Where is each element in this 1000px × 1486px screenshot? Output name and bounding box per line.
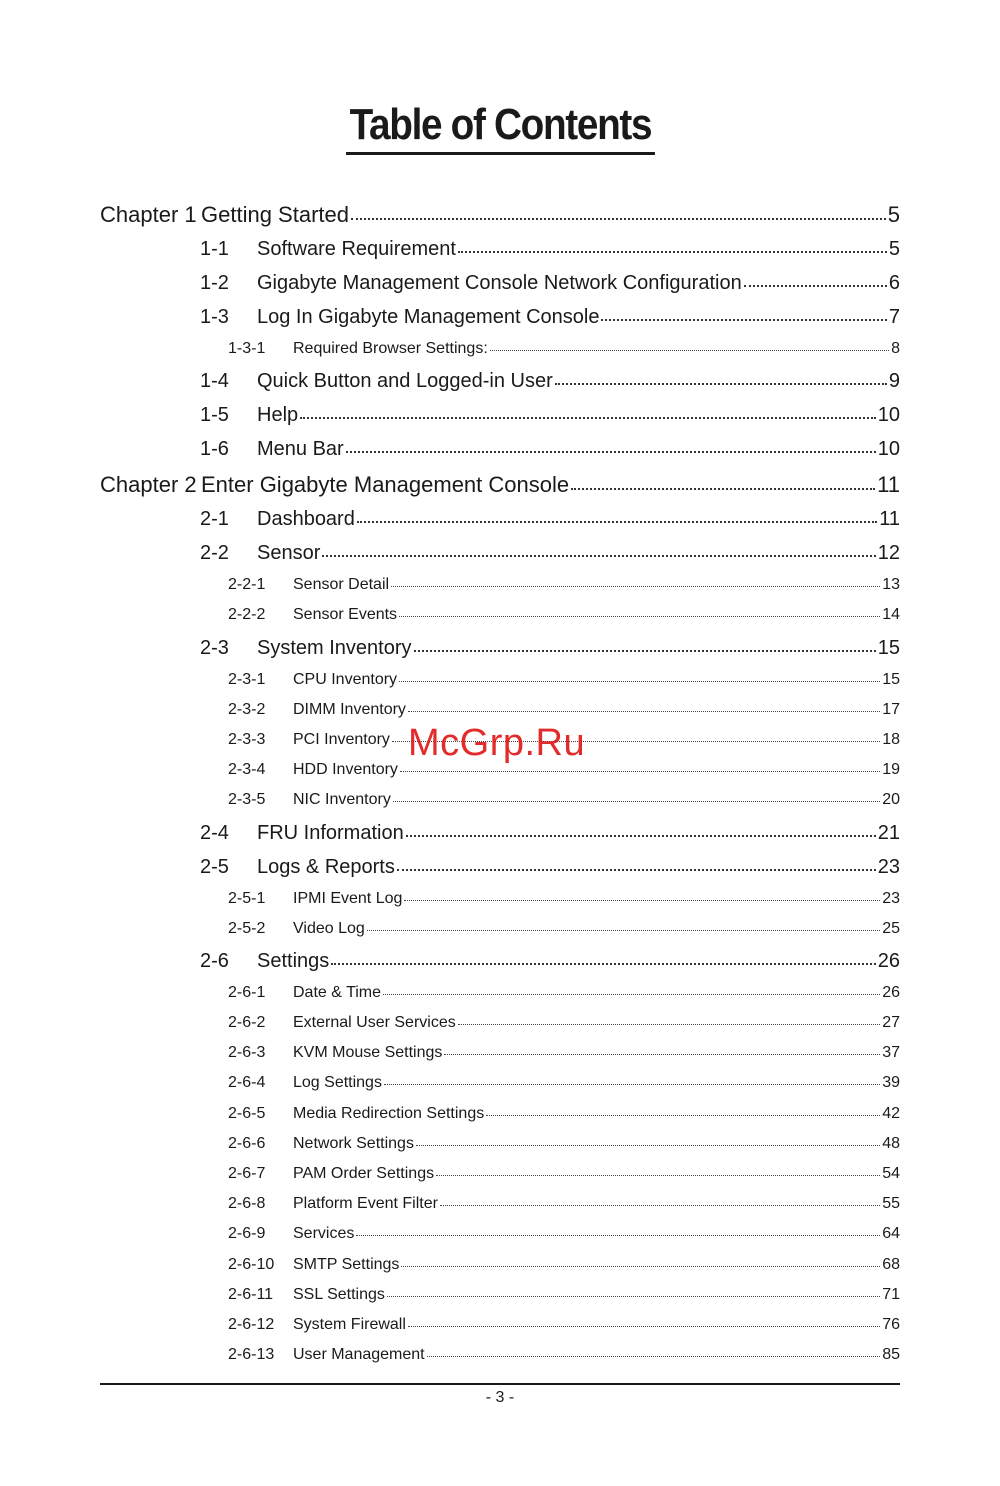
toc-entry-label: Help (257, 404, 299, 427)
toc-subsection-entry[interactable] (100, 606, 900, 636)
toc-entry-page: 15 (882, 670, 900, 688)
toc-section-entry[interactable] (100, 950, 900, 984)
toc-section-entry[interactable] (100, 508, 900, 542)
toc-leader-dots (331, 963, 875, 965)
toc-leader-dots (397, 869, 876, 871)
toc-section-entry[interactable] (100, 370, 900, 404)
toc-entry-label: Quick Button and Logged-in User (257, 370, 553, 393)
toc-entry-page: 42 (882, 1104, 900, 1122)
toc-leader-dots (384, 1084, 880, 1085)
toc-leader-dots (486, 1115, 880, 1116)
toc-entry-label: External User Services (293, 1014, 456, 1032)
toc-leader-dots (393, 801, 880, 802)
toc-entry-number: 2-3 (200, 636, 229, 659)
toc-entry-number: 2-6-1 (228, 983, 266, 1001)
toc-leader-dots (408, 1326, 880, 1327)
toc-entry-number: 2-6-4 (228, 1074, 266, 1092)
toc-subsection-entry[interactable] (100, 1105, 900, 1135)
toc-entry-label: Sensor Detail (293, 576, 390, 594)
toc-entry-label: FRU Information (257, 821, 404, 844)
toc-subsection-entry[interactable] (100, 1165, 900, 1195)
toc-entry-page: 6 (888, 272, 900, 294)
toc-entry-page: 17 (882, 700, 900, 718)
toc-leader-dots (555, 383, 887, 385)
toc-leader-dots (406, 835, 876, 837)
toc-entry-number: Chapter 1 (100, 202, 197, 227)
toc-entry-number: 2-4 (200, 821, 229, 844)
toc-entry-number: 2-3-1 (228, 670, 266, 688)
toc-entry-label: DIMM Inventory (293, 700, 406, 718)
toc-entry-page: 85 (882, 1346, 900, 1364)
toc-section-entry[interactable] (100, 856, 900, 890)
toc-entry-number: 1-5 (200, 404, 229, 427)
footer-rule (100, 1383, 900, 1385)
page-title (0, 100, 1000, 155)
toc-subsection-entry[interactable] (100, 1256, 900, 1286)
toc-section-entry[interactable] (100, 822, 900, 856)
toc-subsection-entry[interactable] (100, 890, 900, 920)
toc-entry-number: 1-3 (200, 306, 229, 328)
toc-entry-page: 15 (877, 636, 900, 659)
toc-entry-page: 37 (882, 1044, 900, 1062)
toc-leader-dots (571, 488, 875, 490)
toc-entry-number: 1-2 (200, 272, 229, 294)
toc-entry-number: 2-5 (200, 855, 229, 878)
toc-entry-number: 2-6-13 (228, 1346, 275, 1364)
toc-entry-page: 18 (882, 730, 900, 748)
toc-entry-page: 14 (882, 606, 900, 624)
toc-entry-page: 48 (882, 1134, 900, 1152)
toc-entry-number: 1-1 (200, 238, 229, 260)
toc-entry-page: 55 (882, 1195, 900, 1213)
toc-entry-page: 10 (877, 438, 900, 461)
toc-leader-dots (601, 319, 886, 321)
toc-entry-number: 2-6 (200, 949, 229, 972)
toc-leader-dots (427, 1356, 881, 1357)
toc-section-entry[interactable] (100, 238, 900, 272)
toc-leader-dots (744, 285, 887, 287)
toc-entry-label: Date & Time (293, 983, 382, 1001)
toc-entry-label: CPU Inventory (293, 670, 398, 688)
page-title-text: Table of Contents (346, 100, 655, 155)
toc-entry-number: 2-6-6 (228, 1134, 266, 1152)
toc-leader-dots (367, 930, 880, 931)
toc-entry-label: Video Log (293, 919, 365, 937)
toc-subsection-entry[interactable] (100, 1195, 900, 1225)
table-of-contents (100, 202, 900, 1376)
toc-leader-dots (404, 900, 880, 901)
toc-entry-number: 2-5-1 (228, 889, 266, 907)
toc-leader-dots (458, 251, 887, 253)
toc-entry-label: Gigabyte Management Console Network Configuration (257, 272, 742, 294)
toc-entry-number: 2-3-3 (228, 730, 266, 748)
toc-section-entry[interactable] (100, 637, 900, 671)
toc-entry-label: Log Settings (293, 1074, 382, 1092)
toc-section-entry[interactable] (100, 272, 900, 306)
toc-entry-number: 2-2-2 (228, 606, 266, 624)
toc-entry-label: Platform Event Filter (293, 1195, 438, 1213)
toc-leader-dots (400, 771, 880, 772)
toc-section-entry[interactable] (100, 542, 900, 576)
toc-entry-page: 8 (891, 340, 900, 357)
toc-entry-label: Software Requirement (257, 238, 456, 260)
toc-entry-number: 1-4 (200, 370, 229, 393)
toc-entry-page: 12 (877, 542, 900, 565)
toc-entry-number: 2-2 (200, 542, 229, 565)
toc-entry-label: SSL Settings (293, 1285, 385, 1303)
toc-entry-page: 20 (882, 791, 900, 809)
toc-leader-dots (357, 521, 877, 523)
toc-entry-label: Media Redirection Settings (293, 1104, 485, 1122)
toc-entry-page: 5 (888, 238, 900, 260)
toc-entry-page: 21 (877, 821, 900, 844)
toc-entry-page: 26 (882, 983, 900, 1001)
toc-entry-label: System Inventory (257, 636, 412, 659)
toc-leader-dots (490, 350, 889, 351)
toc-leader-dots (401, 1266, 880, 1267)
toc-entry-page: 25 (882, 919, 900, 937)
toc-entry-label: SMTP Settings (293, 1255, 400, 1273)
toc-entry-number: 2-6-8 (228, 1195, 266, 1213)
toc-entry-page: 71 (882, 1285, 900, 1303)
toc-leader-dots (399, 616, 880, 617)
toc-entry-number: 2-6-12 (228, 1315, 275, 1333)
toc-entry-page: 19 (882, 761, 900, 779)
toc-entry-page: 76 (882, 1315, 900, 1333)
toc-entry-number: 2-6-9 (228, 1225, 266, 1243)
toc-subsection-entry[interactable] (100, 1074, 900, 1104)
toc-entry-page: 23 (877, 855, 900, 878)
toc-entry-label: PCI Inventory (293, 730, 390, 748)
toc-entry-label: Sensor (257, 542, 321, 565)
toc-entry-number: 2-6-7 (228, 1165, 266, 1182)
toc-entry-page: 5 (887, 202, 900, 227)
toc-entry-label: Settings (257, 949, 330, 972)
toc-leader-dots (300, 417, 876, 419)
toc-entry-number: 2-6-10 (228, 1255, 275, 1273)
toc-entry-label: User Management (293, 1346, 425, 1364)
toc-subsection-entry[interactable] (100, 1286, 900, 1316)
page-number: - 3 - (485, 1389, 515, 1406)
toc-subsection-entry[interactable] (100, 1225, 900, 1255)
toc-entry-page: 68 (882, 1255, 900, 1273)
toc-entry-label: KVM Mouse Settings (293, 1044, 443, 1062)
toc-chapter-entry[interactable] (100, 202, 900, 238)
toc-subsection-entry[interactable] (100, 576, 900, 606)
toc-leader-dots (458, 1024, 880, 1025)
toc-entry-label: Required Browser Settings: (293, 340, 488, 357)
toc-subsection-entry[interactable] (100, 1014, 900, 1044)
toc-subsection-entry[interactable] (100, 791, 900, 821)
toc-entry-label: Dashboard (257, 508, 355, 531)
toc-entry-number: 2-6-2 (228, 1014, 266, 1032)
toc-entry-number: 1-6 (200, 438, 229, 461)
toc-entry-page: 39 (882, 1074, 900, 1092)
toc-leader-dots (322, 555, 875, 557)
toc-entry-label: System Firewall (293, 1315, 406, 1333)
toc-entry-label: Menu Bar (257, 438, 344, 461)
toc-entry-label: Enter Gigabyte Management Console (201, 472, 570, 498)
toc-subsection-entry[interactable] (100, 984, 900, 1014)
toc-entry-label: IPMI Event Log (293, 889, 403, 907)
toc-leader-dots (387, 1296, 880, 1297)
toc-leader-dots (351, 218, 886, 220)
toc-subsection-entry[interactable] (100, 1135, 900, 1165)
toc-leader-dots (440, 1205, 880, 1206)
toc-entry-number: 2-3-4 (228, 761, 266, 779)
toc-entry-label: Sensor Events (293, 606, 398, 624)
toc-entry-number: 2-3-2 (228, 700, 266, 718)
toc-entry-number: 2-2-1 (228, 576, 266, 594)
watermark: McGrp.Ru (408, 722, 586, 764)
toc-entry-label: Services (293, 1225, 355, 1243)
toc-entry-number: 2-5-2 (228, 919, 266, 937)
toc-leader-dots (346, 451, 876, 453)
toc-entry-page: 13 (882, 576, 900, 594)
toc-entry-page: 7 (888, 306, 900, 328)
toc-entry-page: 26 (877, 949, 900, 972)
toc-subsection-entry[interactable] (100, 920, 900, 950)
toc-entry-label: Logs & Reports (257, 855, 395, 878)
toc-entry-number: 2-6-11 (228, 1285, 274, 1303)
toc-entry-label: HDD Inventory (293, 761, 398, 779)
toc-entry-label: NIC Inventory (293, 791, 391, 809)
toc-subsection-entry[interactable] (100, 1316, 900, 1346)
toc-subsection-entry[interactable] (100, 1044, 900, 1074)
toc-entry-number: 2-1 (200, 508, 229, 531)
toc-entry-label: Log In Gigabyte Management Console (257, 306, 600, 328)
toc-chapter-entry[interactable] (100, 472, 900, 508)
toc-leader-dots (436, 1175, 880, 1176)
toc-entry-page: 27 (882, 1014, 900, 1032)
toc-leader-dots (399, 681, 880, 682)
toc-leader-dots (391, 586, 880, 587)
toc-entry-number: 2-3-5 (228, 791, 266, 809)
toc-entry-number: 2-6-5 (228, 1104, 266, 1122)
toc-entry-label: Getting Started (201, 202, 349, 227)
toc-leader-dots (408, 711, 880, 712)
toc-leader-dots (383, 994, 880, 995)
toc-entry-number: 1-3-1 (228, 340, 266, 357)
toc-leader-dots (444, 1054, 880, 1055)
toc-entry-number: Chapter 2 (100, 472, 197, 498)
toc-leader-dots (416, 1145, 880, 1146)
toc-entry-page: 54 (882, 1165, 900, 1182)
toc-subsection-entry[interactable] (100, 1346, 900, 1376)
toc-entry-label: Network Settings (293, 1134, 414, 1152)
toc-section-entry[interactable] (100, 306, 900, 340)
toc-subsection-entry[interactable] (100, 340, 900, 370)
toc-subsection-entry[interactable] (100, 761, 900, 791)
toc-entry-number: 2-6-3 (228, 1044, 266, 1062)
toc-entry-page: 23 (882, 889, 900, 907)
toc-entry-page: 64 (882, 1225, 900, 1243)
toc-leader-dots (356, 1235, 880, 1236)
toc-leader-dots (414, 650, 876, 652)
toc-entry-page: 11 (877, 472, 900, 498)
toc-subsection-entry[interactable] (100, 671, 900, 701)
toc-entry-label: PAM Order Settings (293, 1165, 435, 1182)
toc-section-entry[interactable] (100, 404, 900, 438)
toc-entry-page: 10 (877, 404, 900, 427)
toc-section-entry[interactable] (100, 438, 900, 472)
toc-entry-page: 9 (888, 370, 900, 393)
toc-entry-page: 11 (879, 508, 900, 531)
